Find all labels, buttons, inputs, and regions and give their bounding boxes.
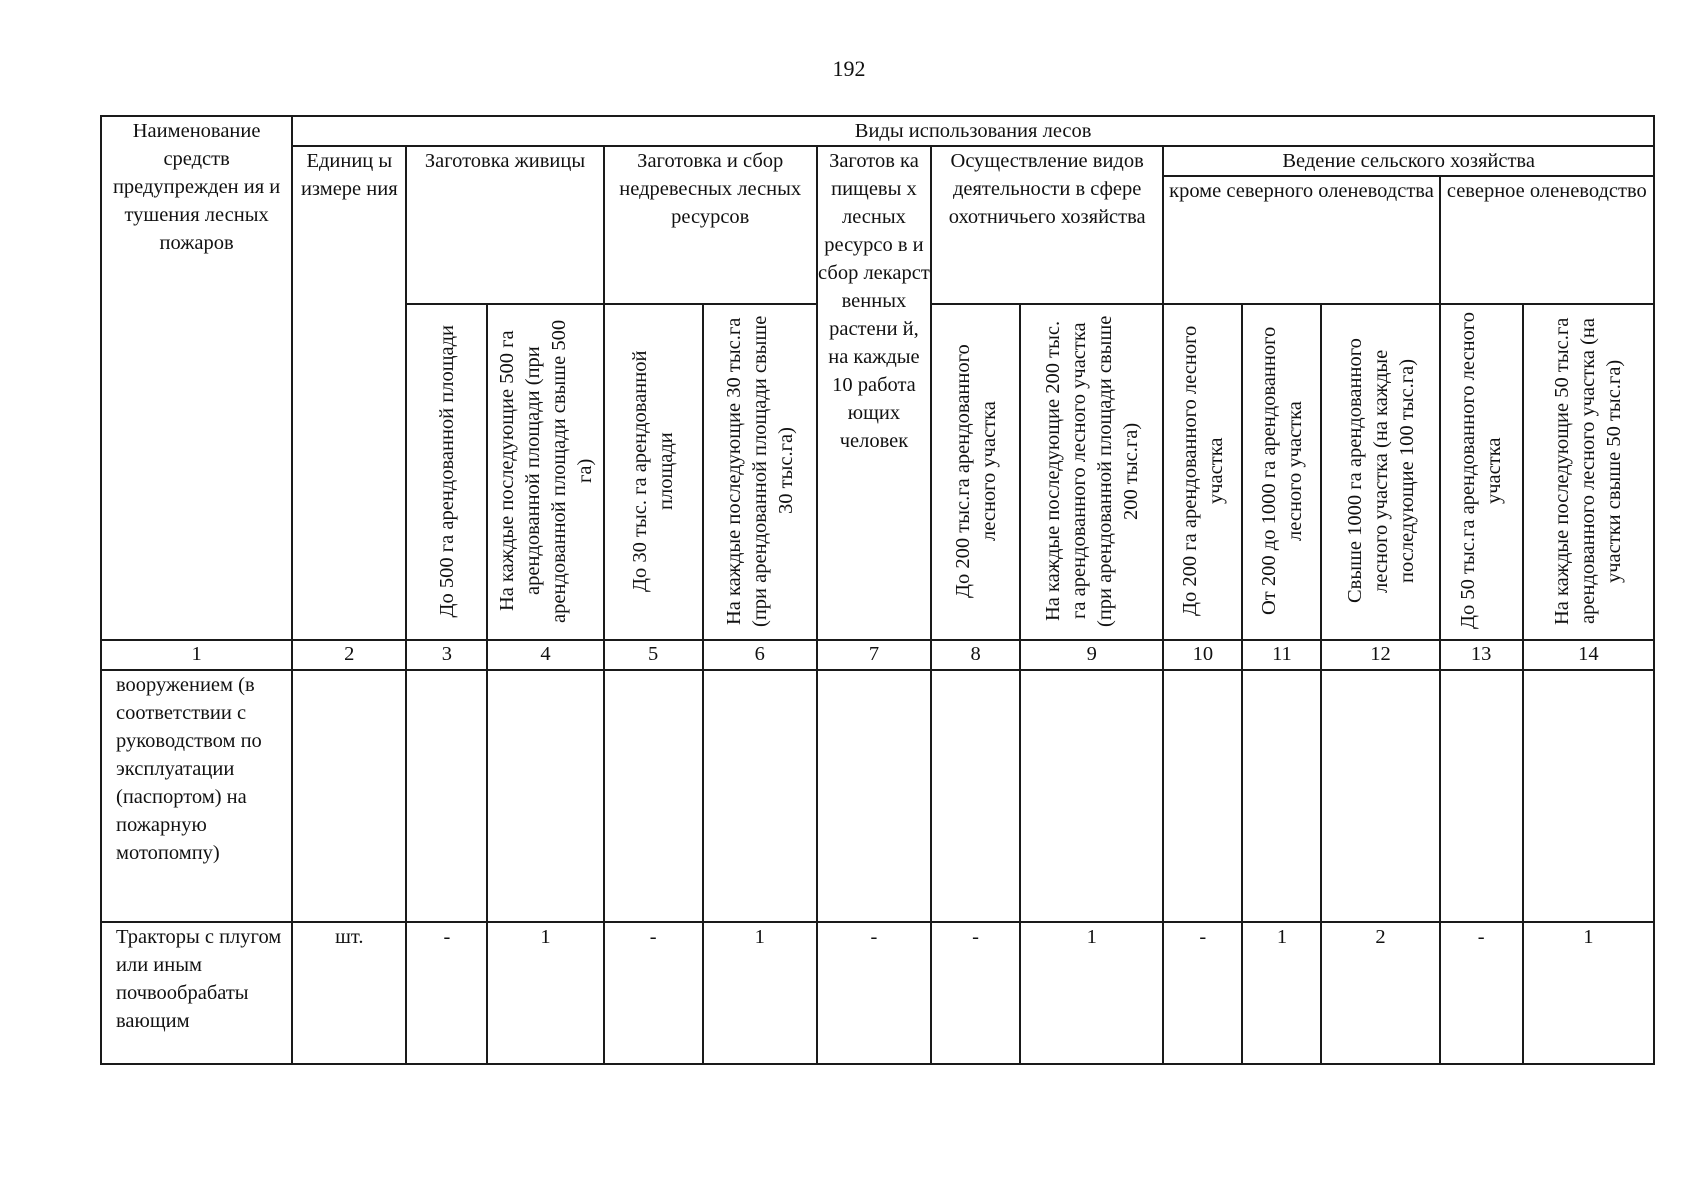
value-cell: 2 [1321, 922, 1439, 1064]
value-cell [1163, 670, 1242, 922]
column-number: 1 [101, 640, 292, 670]
row-name-cell: вооружением (в соответствии с руководством по эксплуатации (паспортом) на пожарную мотопомпу) [101, 670, 292, 922]
value-cell [931, 670, 1020, 922]
value-cell [1523, 670, 1654, 922]
row-name-cell: Тракторы с плугом или иным почвообрабаты вающим [101, 922, 292, 1064]
column-number: 8 [931, 640, 1020, 670]
column-number: 13 [1440, 640, 1523, 670]
value-cell [817, 670, 931, 922]
subheader-col-3: До 500 га арендованной площади [406, 304, 487, 640]
subheader-col-8: До 200 тыс.га арендованного лесного участка [931, 304, 1020, 640]
subheader-col-5: До 30 тыс. га арендованной площади [604, 304, 703, 640]
column-number: 7 [817, 640, 931, 670]
value-cell: 1 [487, 922, 603, 1064]
subheader-col-6: На каждые последующие 30 тыс.га (при арендованной площади свыше 30 тыс.га) [703, 304, 817, 640]
header-non-reindeer: кроме северного оленеводства [1163, 176, 1439, 304]
column-number: 9 [1020, 640, 1163, 670]
value-cell: - [1163, 922, 1242, 1064]
header-agriculture: Ведение сельского хозяйства [1163, 146, 1654, 176]
subheader-col-10: До 200 га арендованного лесного участка [1163, 304, 1242, 640]
header-non-wood-resources: Заготовка и сбор недревесных лесных ресурсов [604, 146, 817, 304]
value-cell [406, 670, 487, 922]
value-cell: 1 [1242, 922, 1321, 1064]
value-cell [292, 670, 406, 922]
header-resin-harvest: Заготовка живицы [406, 146, 603, 304]
subheader-col-4: На каждые последующие 500 га арендованной площади (при арендованной площади свыше 500 га) [487, 304, 603, 640]
header-name-column: Наименование средств предупрежден ия и тушения лесных пожаров [101, 116, 292, 640]
value-cell [1242, 670, 1321, 922]
column-number: 6 [703, 640, 817, 670]
column-number: 12 [1321, 640, 1439, 670]
column-number: 14 [1523, 640, 1654, 670]
fire-equipment-norms-table [100, 115, 1655, 1065]
value-cell: 1 [1020, 922, 1163, 1064]
value-cell [1440, 670, 1523, 922]
header-hunting-activities: Осуществление видов деятельности в сфере охотничьего хозяйства [931, 146, 1163, 304]
subheader-col-14: На каждые последующие 50 тыс.га арендованного лесного участка (на участки свыше 50 тыс.га) [1523, 304, 1654, 640]
header-unit-column: Единиц ы измере ния [292, 146, 406, 640]
value-cell: 1 [1523, 922, 1654, 1064]
table-row [101, 670, 1654, 922]
value-cell: - [931, 922, 1020, 1064]
value-cell: - [1440, 922, 1523, 1064]
value-cell [604, 670, 703, 922]
value-cell: - [604, 922, 703, 1064]
value-cell [1020, 670, 1163, 922]
value-cell [487, 670, 603, 922]
column-number: 2 [292, 640, 406, 670]
subheader-col-12: Свыше 1000 га арендованного лесного участка (на каждые последующие 100 тыс.га) [1321, 304, 1439, 640]
column-number: 10 [1163, 640, 1242, 670]
header-forest-use-types: Виды использования лесов [292, 116, 1654, 146]
unit-cell: шт. [292, 922, 406, 1064]
value-cell: 1 [703, 922, 817, 1064]
column-number: 4 [487, 640, 603, 670]
subheader-col-9: На каждые последующие 200 тыс. га арендованного лесного участка (при арендованной площади свыше 200 тыс.га) [1020, 304, 1163, 640]
column-number: 11 [1242, 640, 1321, 670]
value-cell [703, 670, 817, 922]
value-cell [1321, 670, 1439, 922]
table-row [101, 922, 1654, 1064]
subheader-col-11: От 200 до 1000 га арендованного лесного участка [1242, 304, 1321, 640]
value-cell: - [406, 922, 487, 1064]
page-number: 192 [832, 56, 866, 81]
subheader-col-13: До 50 тыс.га арендованного лесного участка [1440, 304, 1523, 640]
header-reindeer-herding: северное оленеводство [1440, 176, 1654, 304]
column-number: 5 [604, 640, 703, 670]
column-number: 3 [406, 640, 487, 670]
header-food-resources: Заготов ка пищевы х лесных ресурсо в и сбор лекарст венных растени й, на каждые 10 работа ющих человек [817, 146, 931, 640]
value-cell: - [817, 922, 931, 1064]
